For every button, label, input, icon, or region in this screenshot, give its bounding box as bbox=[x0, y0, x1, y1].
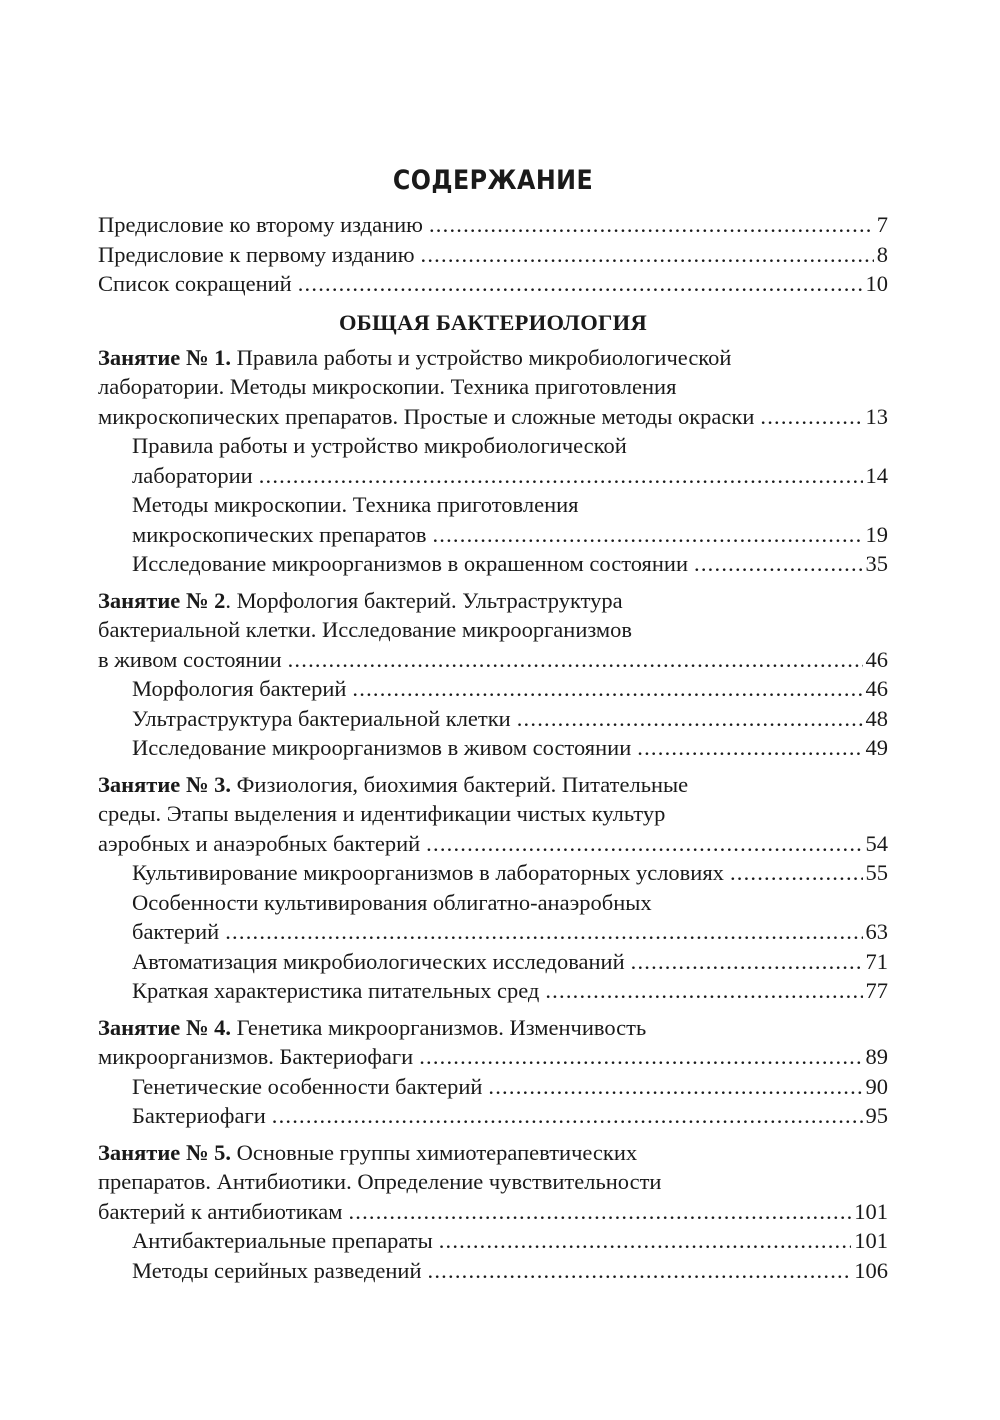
toc-entry[interactable] bbox=[98, 402, 888, 432]
toc-entry-title: Предисловие к первому изданию bbox=[98, 241, 415, 267]
toc-entry[interactable] bbox=[98, 1042, 888, 1072]
toc-subentry[interactable] bbox=[98, 520, 888, 550]
toc-page-number: 63 bbox=[865, 919, 888, 944]
toc-subentry[interactable] bbox=[98, 549, 888, 579]
toc-subentry[interactable] bbox=[98, 1072, 888, 1102]
subentry-title: бактерий bbox=[132, 919, 220, 944]
lesson-title-part: . Морфология бактерий. Ультраструктура bbox=[225, 587, 623, 613]
subentry-title: Исследование микроорганизмов в окрашенном состоянии bbox=[132, 551, 689, 576]
leader-dots bbox=[421, 240, 874, 270]
toc-entry[interactable] bbox=[98, 210, 888, 240]
leader-dots bbox=[429, 210, 874, 240]
table-of-contents bbox=[98, 166, 888, 1285]
lesson-heading-line[interactable] bbox=[98, 1013, 888, 1043]
lesson-heading-line: препаратов. Антибиотики. Определение чувствительности bbox=[98, 1169, 662, 1194]
toc-entry-title: Список сокращений bbox=[98, 271, 292, 296]
leader-dots bbox=[298, 269, 863, 299]
lesson-title-part: аэробных и анаэробных бактерий bbox=[98, 830, 421, 856]
toc-page-number: 8 bbox=[876, 241, 888, 267]
subentry-title: Ультраструктура бактериальной клетки bbox=[132, 705, 511, 731]
subentry-title: Краткая характеристика питательных сред bbox=[132, 978, 540, 1003]
lesson-label: Занятие № 1. bbox=[98, 344, 232, 370]
leader-dots bbox=[631, 947, 863, 977]
page-title: СОДЕРЖАНИЕ bbox=[392, 165, 594, 196]
toc-subentry[interactable] bbox=[98, 976, 888, 1006]
section-heading: ОБЩАЯ БАКТЕРИОЛОГИЯ bbox=[338, 309, 648, 335]
lesson-block bbox=[98, 1138, 888, 1286]
leader-dots bbox=[428, 1256, 852, 1286]
lesson-title-part: микроскопических препаратов. Простые и сложные методы окраски bbox=[98, 403, 755, 429]
subentry-title: лаборатории bbox=[132, 462, 253, 488]
toc-page-number: 77 bbox=[865, 978, 888, 1003]
lesson-label: Занятие № 5. bbox=[98, 1139, 232, 1165]
lesson-heading-line[interactable] bbox=[98, 343, 888, 373]
toc-page-number: 101 bbox=[854, 1228, 888, 1253]
lesson-heading-line[interactable] bbox=[98, 770, 888, 800]
toc-page-number: 101 bbox=[854, 1198, 888, 1224]
toc-page-number: 19 bbox=[865, 521, 888, 547]
leader-dots bbox=[426, 829, 862, 859]
lesson-label: Занятие № 2 bbox=[98, 587, 226, 613]
lesson-title-part: бактерий к антибиотикам bbox=[98, 1198, 343, 1224]
toc-subentry[interactable] bbox=[98, 917, 888, 947]
toc-page-number: 46 bbox=[865, 646, 888, 672]
toc-page-number: 35 bbox=[865, 551, 888, 576]
toc-subentry[interactable] bbox=[98, 1101, 888, 1131]
subentry-title: Исследование микроорганизмов в живом состоянии bbox=[132, 735, 632, 760]
leader-dots bbox=[288, 645, 863, 675]
toc-subentry[interactable] bbox=[98, 858, 888, 888]
subentry-title: Культивирование микроорганизмов в лабораторных условиях bbox=[132, 860, 724, 885]
leader-dots bbox=[352, 674, 862, 704]
lesson-title-part: Правила работы и устройство микробиологической bbox=[236, 344, 732, 370]
lesson-title-part: Генетика микроорганизмов. Изменчивость bbox=[236, 1014, 647, 1040]
subentry-line: Правила работы и устройство микробиологической bbox=[132, 433, 627, 458]
leader-dots bbox=[730, 858, 863, 888]
subentry-title: Автоматизация микробиологических исследований bbox=[132, 948, 625, 974]
toc-page-number: 71 bbox=[865, 948, 888, 974]
lesson-label: Занятие № 4. bbox=[98, 1014, 232, 1040]
leader-dots bbox=[545, 976, 862, 1006]
lesson-title-part: Физиология, биохимия бактерий. Питательные bbox=[236, 771, 689, 797]
toc-subentry[interactable] bbox=[98, 1226, 888, 1256]
subentry-title: Методы серийных разведений bbox=[132, 1257, 422, 1283]
subentry-line: Методы микроскопии. Техника приготовления bbox=[132, 492, 579, 517]
toc-subentry[interactable] bbox=[98, 704, 888, 734]
subentry-title: Генетические особенности бактерий bbox=[132, 1073, 483, 1099]
subentry-title: Морфология бактерий bbox=[132, 676, 347, 701]
front-matter-list bbox=[98, 210, 888, 299]
toc-entry[interactable] bbox=[98, 645, 888, 675]
lesson-title-part: микроорганизмов. Бактериофаги bbox=[98, 1044, 414, 1069]
toc-page-number: 90 bbox=[865, 1073, 888, 1099]
toc-page-number: 106 bbox=[854, 1257, 888, 1283]
leader-dots bbox=[517, 704, 863, 734]
toc-page-number: 54 bbox=[865, 830, 888, 856]
lesson-title-part: в живом состоянии bbox=[98, 646, 282, 672]
subentry-title: Бактериофаги bbox=[132, 1103, 266, 1128]
subentry-title: микроскопических препаратов bbox=[132, 521, 427, 547]
toc-page-number: 10 bbox=[865, 271, 888, 296]
toc-page-number: 89 bbox=[865, 1044, 888, 1069]
toc-subentry[interactable] bbox=[98, 461, 888, 491]
toc-page-number: 46 bbox=[865, 676, 888, 701]
leader-dots bbox=[694, 549, 862, 579]
toc-page-number: 55 bbox=[865, 860, 888, 885]
lesson-heading-line: бактериальной клетки. Исследование микроорганизмов bbox=[98, 617, 633, 642]
toc-subentry[interactable] bbox=[98, 1256, 888, 1286]
toc-entry-title: Предисловие ко второму изданию bbox=[98, 212, 423, 237]
toc-entry[interactable] bbox=[98, 240, 888, 270]
lesson-heading-line: лаборатории. Методы микроскопии. Техника приготовления bbox=[98, 374, 677, 399]
lesson-title-part: Основные группы химиотерапевтических bbox=[236, 1139, 638, 1165]
toc-entry[interactable] bbox=[98, 269, 888, 299]
toc-entry[interactable] bbox=[98, 829, 888, 859]
leader-dots bbox=[348, 1197, 851, 1227]
leader-dots bbox=[272, 1101, 863, 1131]
lesson-label: Занятие № 3. bbox=[98, 771, 232, 797]
leader-dots bbox=[225, 917, 862, 947]
toc-page-number: 48 bbox=[865, 705, 888, 731]
leader-dots bbox=[259, 461, 863, 491]
leader-dots bbox=[760, 402, 862, 432]
leader-dots bbox=[419, 1042, 862, 1072]
lesson-heading-line[interactable] bbox=[98, 1138, 888, 1168]
toc-subentry[interactable] bbox=[98, 674, 888, 704]
lesson-block bbox=[98, 343, 888, 579]
toc-page-number: 49 bbox=[865, 735, 888, 760]
toc-subentry[interactable] bbox=[98, 947, 888, 977]
lesson-block bbox=[98, 586, 888, 763]
toc-entry[interactable] bbox=[98, 1197, 888, 1227]
leader-dots bbox=[637, 733, 862, 763]
leader-dots bbox=[488, 1072, 862, 1102]
leader-dots bbox=[439, 1226, 852, 1256]
lesson-block bbox=[98, 1013, 888, 1131]
toc-subentry[interactable] bbox=[98, 733, 888, 763]
lesson-heading-line: среды. Этапы выделения и идентификации чистых культур bbox=[98, 801, 666, 826]
lesson-block bbox=[98, 770, 888, 1006]
subentry-line: Особенности культивирования облигатно-анаэробных bbox=[132, 889, 652, 915]
leader-dots bbox=[432, 520, 862, 550]
toc-page-number: 14 bbox=[865, 462, 888, 488]
subentry-title: Антибактериальные препараты bbox=[132, 1228, 433, 1253]
toc-page-number: 13 bbox=[865, 403, 888, 429]
lesson-heading-line[interactable] bbox=[98, 586, 888, 616]
toc-page-number: 95 bbox=[865, 1103, 888, 1128]
toc-page-number: 7 bbox=[876, 212, 888, 237]
